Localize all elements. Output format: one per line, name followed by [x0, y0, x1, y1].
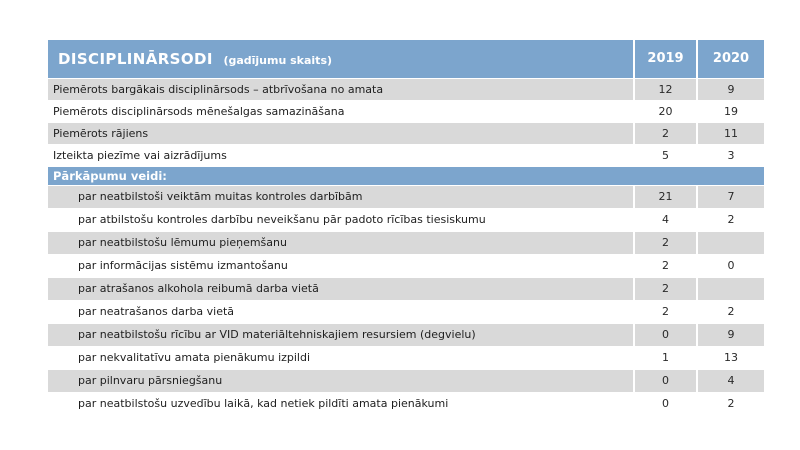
row-label: Piemērots bargākais disciplinārsods – atbrīvošana no amata — [48, 78, 634, 100]
row-label: Izteikta piezīme vai aizrādījums — [48, 144, 634, 166]
row-label: par informācijas sistēmu izmantošanu — [48, 254, 634, 277]
row-label: par nekvalitatīvu amata pienākumu izpildi — [48, 346, 634, 369]
table-row — [48, 231, 764, 254]
row-value-2019: 2 — [634, 300, 697, 323]
row-value-2019: 2 — [634, 231, 697, 254]
row-label: par pilnvaru pārsniegšanu — [48, 369, 634, 392]
row-value-2020: 4 — [697, 369, 764, 392]
row-value-2019: 21 — [634, 185, 697, 208]
row-label: par neatrašanos darba vietā — [48, 300, 634, 323]
table-row — [48, 323, 764, 346]
disciplinary-penalties-table — [48, 40, 764, 416]
table-row — [48, 208, 764, 231]
row-value-2020: 7 — [697, 185, 764, 208]
column-header-2019: 2019 — [634, 40, 697, 78]
column-header-2020: 2020 — [697, 40, 764, 78]
row-value-2019: 4 — [634, 208, 697, 231]
row-value-2020: 9 — [697, 78, 764, 100]
penalty-type-rows — [48, 78, 764, 166]
row-value-2019: 2 — [634, 277, 697, 300]
row-label: Piemērots rājiens — [48, 122, 634, 144]
row-value-2020: 2 — [697, 392, 764, 415]
row-value-2020: 19 — [697, 100, 764, 122]
row-label: par neatbilstoši veiktām muitas kontroles darbībām — [48, 185, 634, 208]
table-row — [48, 185, 764, 208]
table-subtitle: (gadījumu skaits) — [223, 54, 333, 68]
row-value-2020: 9 — [697, 323, 764, 346]
table-title-cell — [48, 40, 634, 78]
row-label: Piemērots disciplinārsods mēnešalgas samazināšana — [48, 100, 634, 122]
table-row — [48, 277, 764, 300]
row-value-2020: 11 — [697, 122, 764, 144]
section-header-row — [48, 166, 764, 185]
row-value-2020: 2 — [697, 300, 764, 323]
row-value-2019: 0 — [634, 392, 697, 415]
row-value-2019: 5 — [634, 144, 697, 166]
row-value-2020: 13 — [697, 346, 764, 369]
table-row — [48, 122, 764, 144]
table-header-row — [48, 40, 764, 78]
table-row — [48, 392, 764, 415]
row-label: par neatbilstošu lēmumu pieņemšanu — [48, 231, 634, 254]
row-label: par neatbilstošu rīcību ar VID materiāltehniskajiem resursiem (degvielu) — [48, 323, 634, 346]
row-value-2019: 12 — [634, 78, 697, 100]
table-row — [48, 369, 764, 392]
table-row — [48, 100, 764, 122]
row-label: par neatbilstošu uzvedību laikā, kad netiek pildīti amata pienākumi — [48, 392, 634, 415]
row-value-2019: 0 — [634, 369, 697, 392]
row-value-2019: 2 — [634, 122, 697, 144]
row-value-2020: 2 — [697, 208, 764, 231]
row-value-2020: 0 — [697, 254, 764, 277]
row-value-2020 — [697, 231, 764, 254]
row-value-2020 — [697, 277, 764, 300]
table-row — [48, 254, 764, 277]
table-row — [48, 144, 764, 166]
table-title: DISCIPLINĀRSODI — [58, 50, 213, 69]
section-header-label: Pārkāpumu veidi: — [48, 166, 764, 185]
violation-type-rows — [48, 185, 764, 415]
row-value-2019: 20 — [634, 100, 697, 122]
row-label: par atbilstošu kontroles darbību neveikšanu pār padoto rīcības tiesiskumu — [48, 208, 634, 231]
row-value-2019: 1 — [634, 346, 697, 369]
row-value-2020: 3 — [697, 144, 764, 166]
row-label: par atrašanos alkohola reibumā darba vietā — [48, 277, 634, 300]
row-value-2019: 2 — [634, 254, 697, 277]
table-row — [48, 300, 764, 323]
table-row — [48, 346, 764, 369]
table-row — [48, 78, 764, 100]
row-value-2019: 0 — [634, 323, 697, 346]
